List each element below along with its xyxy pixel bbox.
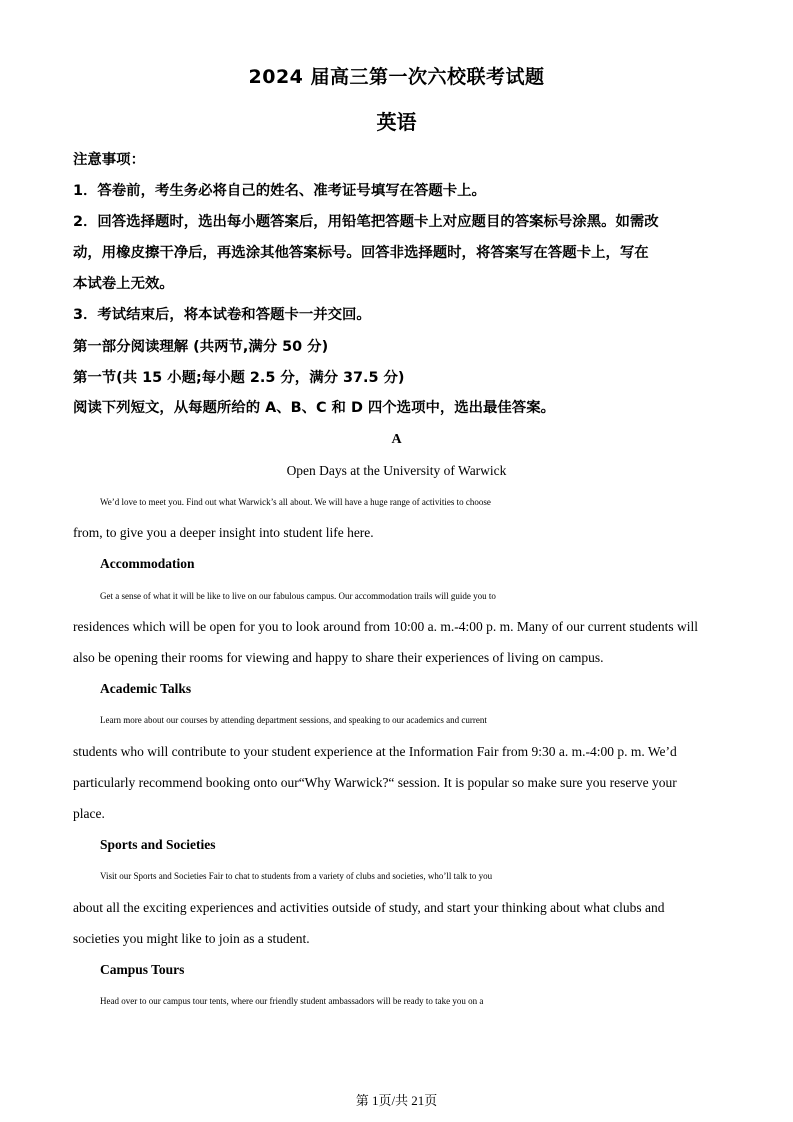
subject-title: 英语 — [376, 110, 417, 134]
note-item-3: 3．考试结束后，将本试卷和答题卡一并交回。 — [73, 307, 371, 323]
heading-campus-tours: Campus Tours — [100, 962, 185, 977]
passage-letter: A — [391, 432, 402, 447]
page-footer: 第 1页/共 21页 — [355, 1093, 438, 1108]
passage-title: Open Days at the University of Warwick — [286, 463, 507, 478]
instruction: 阅读下列短文，从每题所给的 A、B、C 和 D 四个选项中，选出最佳答案。 — [73, 400, 555, 416]
exam-title: 2024 届高三第一次六校联考试题 — [248, 66, 545, 88]
section-title: 第一节(共 15 小题;每小题 2.5 分，满分 37.5 分) — [73, 370, 405, 386]
note-item-2-line-3: 本试卷上无效。 — [73, 276, 174, 292]
notes-heading: 注意事项： — [73, 152, 145, 168]
intro-line-1: We’d love to meet you. Find out what Warwick’s all about. We will have a huge range of activities to choose — [100, 497, 491, 507]
accommodation-line-3: also be opening their rooms for viewing and happy to share their experiences of living on campus. — [73, 650, 604, 665]
academic-line-4: place. — [73, 806, 105, 821]
part-title: 第一部分阅读理解 (共两节,满分 50 分) — [73, 339, 329, 355]
tours-line-1: Head over to our campus tour tents, where our friendly student ambassadors will be ready to take you on a — [100, 996, 484, 1006]
heading-sports-societies: Sports and Societies — [100, 837, 216, 852]
intro-line-2: from, to give you a deeper insight into student life here. — [73, 525, 374, 540]
heading-academic-talks: Academic Talks — [100, 681, 192, 696]
academic-line-1: Learn more about our courses by attending department sessions, and speaking to our academics and current — [100, 715, 487, 725]
note-item-2-line-2: 动，用橡皮擦干净后，再选涂其他答案标号。回答非选择题时，将答案写在答题卡上，写在 — [73, 245, 649, 261]
heading-accommodation: Accommodation — [100, 556, 195, 571]
note-item-1: 1．答卷前，考生务必将自己的姓名、准考证号填写在答题卡上。 — [73, 183, 486, 199]
academic-line-3: particularly recommend booking onto our“Why Warwick?“ session. It is popular so make sure you reserve your — [73, 775, 677, 790]
accommodation-line-2: residences which will be open for you to look around from 10:00 a. m.-4:00 p. m. Many of our current students will — [73, 619, 699, 634]
sports-line-3: societies you might like to join as a student. — [73, 931, 310, 946]
accommodation-line-1: Get a sense of what it will be like to live on our fabulous campus. Our accommodation trails will guide you to — [100, 591, 496, 601]
sports-line-2: about all the exciting experiences and activities outside of study, and start your thinking about what clubs and — [73, 900, 665, 915]
sports-line-1: Visit our Sports and Societies Fair to chat to students from a variety of clubs and societies, who’ll talk to you — [100, 871, 493, 881]
note-item-2-line-1: 2．回答选择题时，选出每小题答案后，用铅笔把答题卡上对应题目的答案标号涂黑。如需改 — [73, 214, 659, 230]
academic-line-2: students who will contribute to your student experience at the Information Fair from 9:30 a. m.-4:00 p. m. We’d — [73, 744, 677, 759]
